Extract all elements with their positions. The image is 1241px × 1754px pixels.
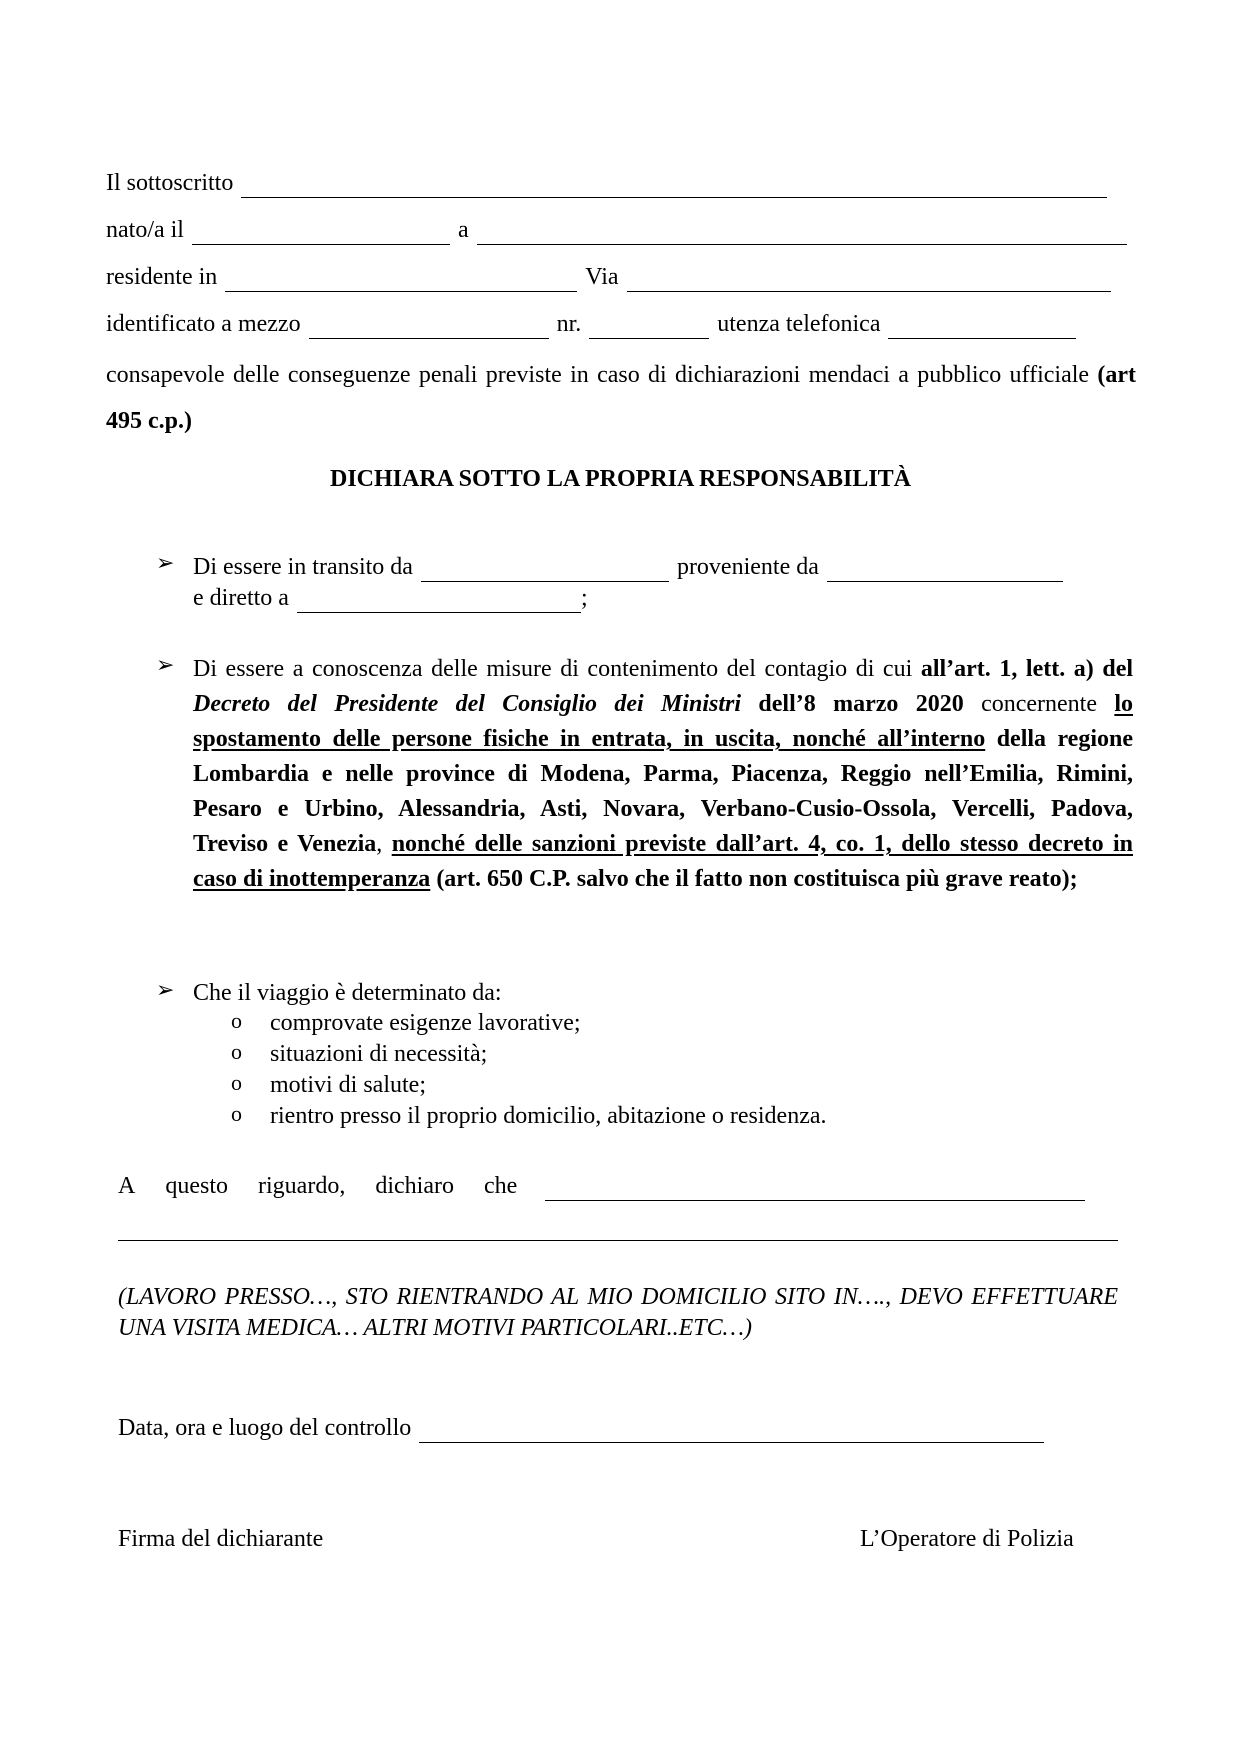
reason-field-2[interactable]: [118, 1218, 1118, 1241]
sottoscritto-label: Il sottoscritto: [106, 170, 234, 196]
checkbox-circle-icon[interactable]: o: [231, 1070, 242, 1095]
arrow-bullet-icon: ➢: [156, 550, 175, 575]
article-ref: all’art. 1, lett. a) del: [920, 656, 1134, 682]
reason-field-1[interactable]: [545, 1178, 1085, 1201]
birth-place-field[interactable]: [477, 222, 1127, 245]
arrow-bullet-icon: ➢: [156, 652, 175, 677]
control-date-place-field[interactable]: [419, 1420, 1044, 1443]
phone-field[interactable]: [888, 316, 1076, 339]
consapevole-paragraph: [106, 352, 1136, 444]
identificato-label: identificato a mezzo: [106, 311, 301, 337]
riguardo-word: questo: [165, 1173, 229, 1199]
option-label: situazioni di necessità;: [270, 1041, 488, 1067]
residente-row: [106, 258, 1119, 292]
option-row: [270, 1037, 487, 1069]
regions-list: della regione Lombardia e nelle province di Modena, Parma, Piacenza, Reggio nell’Emilia, Rimini, Pesaro e Urbino, Alessandria, Asti, Novara, Verbano-Cusio-Ossola, Vercelli, Padova, Treviso e Venezia: [193, 726, 1133, 857]
document-number-field[interactable]: [589, 316, 709, 339]
option-row: [270, 1068, 426, 1100]
sottoscritto-row: [106, 164, 1107, 198]
arrow-bullet-icon: ➢: [156, 977, 175, 1002]
nato-label: nato/a il: [106, 217, 184, 243]
data-row: [118, 1409, 1052, 1443]
decree-date: dell’8 marzo 2020: [741, 691, 964, 717]
birth-place-label: a: [457, 217, 469, 243]
declaration-heading: DICHIARA SOTTO LA PROPRIA RESPONSABILITÀ: [329, 466, 912, 492]
concernente-text: concernente: [963, 691, 1115, 717]
option-row: [270, 1099, 827, 1131]
transit-field[interactable]: [421, 559, 669, 582]
riguardo-word: A: [118, 1173, 136, 1199]
residence-city-field[interactable]: [225, 269, 577, 292]
option-row: [270, 1006, 581, 1038]
consapevole-text: consapevole delle conseguenze penali previste in caso di dichiarazioni mendaci a pubblico ufficiale: [106, 362, 1098, 388]
operatore-row: [860, 1520, 1074, 1554]
consapevole-bold: (art 495 c.p.): [106, 362, 1136, 434]
transit-row: [193, 550, 1071, 582]
origin-field[interactable]: [827, 559, 1063, 582]
riguardo-word: riguardo,: [258, 1173, 346, 1199]
comma-text: ,: [376, 831, 392, 857]
riguardo-word: dichiaro: [375, 1173, 454, 1199]
via-label: Via: [585, 264, 619, 290]
option-label: motivi di salute;: [270, 1072, 426, 1098]
transit-label: Di essere in transito da: [193, 554, 413, 580]
identificato-row: [106, 305, 1084, 339]
data-label: Data, ora e luogo del controllo: [118, 1415, 412, 1441]
viaggio-label: Che il viaggio è determinato da:: [193, 980, 502, 1006]
option-label: comprovate esigenze lavorative;: [270, 1010, 581, 1036]
firma-row: [118, 1520, 323, 1554]
street-field[interactable]: [627, 269, 1111, 292]
residente-label: residente in: [106, 264, 218, 290]
checkbox-circle-icon[interactable]: o: [231, 1039, 242, 1064]
diretto-end: ;: [580, 585, 588, 611]
nato-row: [106, 211, 1135, 245]
option-label: rientro presso il proprio domicilio, abitazione o residenza.: [270, 1103, 827, 1129]
riguardo-word: che: [483, 1173, 518, 1199]
movement-clause: lo spostamento delle persone fisiche in entrata, in uscita, nonché all’interno: [193, 691, 1134, 752]
decree-title: Decreto del Presidente del Consiglio dei Ministri: [193, 691, 742, 717]
nr-label: nr.: [556, 311, 582, 337]
firma-label: Firma del dichiarante: [118, 1526, 324, 1552]
destination-field[interactable]: [297, 590, 581, 613]
sottoscritto-field[interactable]: [241, 175, 1107, 198]
sanctions-clause: nonché delle sanzioni previste dall’art. 4, co. 1, dello stesso decreto in caso di inottemperanza: [193, 831, 1134, 892]
id-document-field[interactable]: [309, 316, 549, 339]
checkbox-circle-icon[interactable]: o: [231, 1101, 242, 1126]
example-note: [118, 1282, 1118, 1344]
utenza-label: utenza telefonica: [717, 311, 881, 337]
diretto-row: [193, 581, 588, 613]
checkbox-circle-icon[interactable]: o: [231, 1008, 242, 1033]
example-note-text: (LAVORO PRESSO…, STO RIENTRANDO AL MIO DOMICILIO SITO IN…., DEVO EFFETTUARE UNA VISITA MEDICA… ALTRI MOTIVI PARTICOLARI..ETC…): [118, 1284, 1118, 1341]
birth-date-field[interactable]: [192, 222, 450, 245]
diretto-label: e diretto a: [193, 585, 289, 611]
penal-code-ref: (art. 650 C.P. salvo che il fatto non costituisca più grave reato);: [430, 866, 1078, 892]
conoscenza-paragraph: [193, 652, 1133, 897]
operatore-label: L’Operatore di Polizia: [860, 1526, 1074, 1552]
riguardo-row: [118, 1167, 1123, 1201]
viaggio-row: [193, 976, 502, 1008]
proveniente-label: proveniente da: [676, 554, 819, 580]
conoscenza-text: Di essere a conoscenza delle misure di contenimento del contagio di cui: [193, 656, 921, 682]
